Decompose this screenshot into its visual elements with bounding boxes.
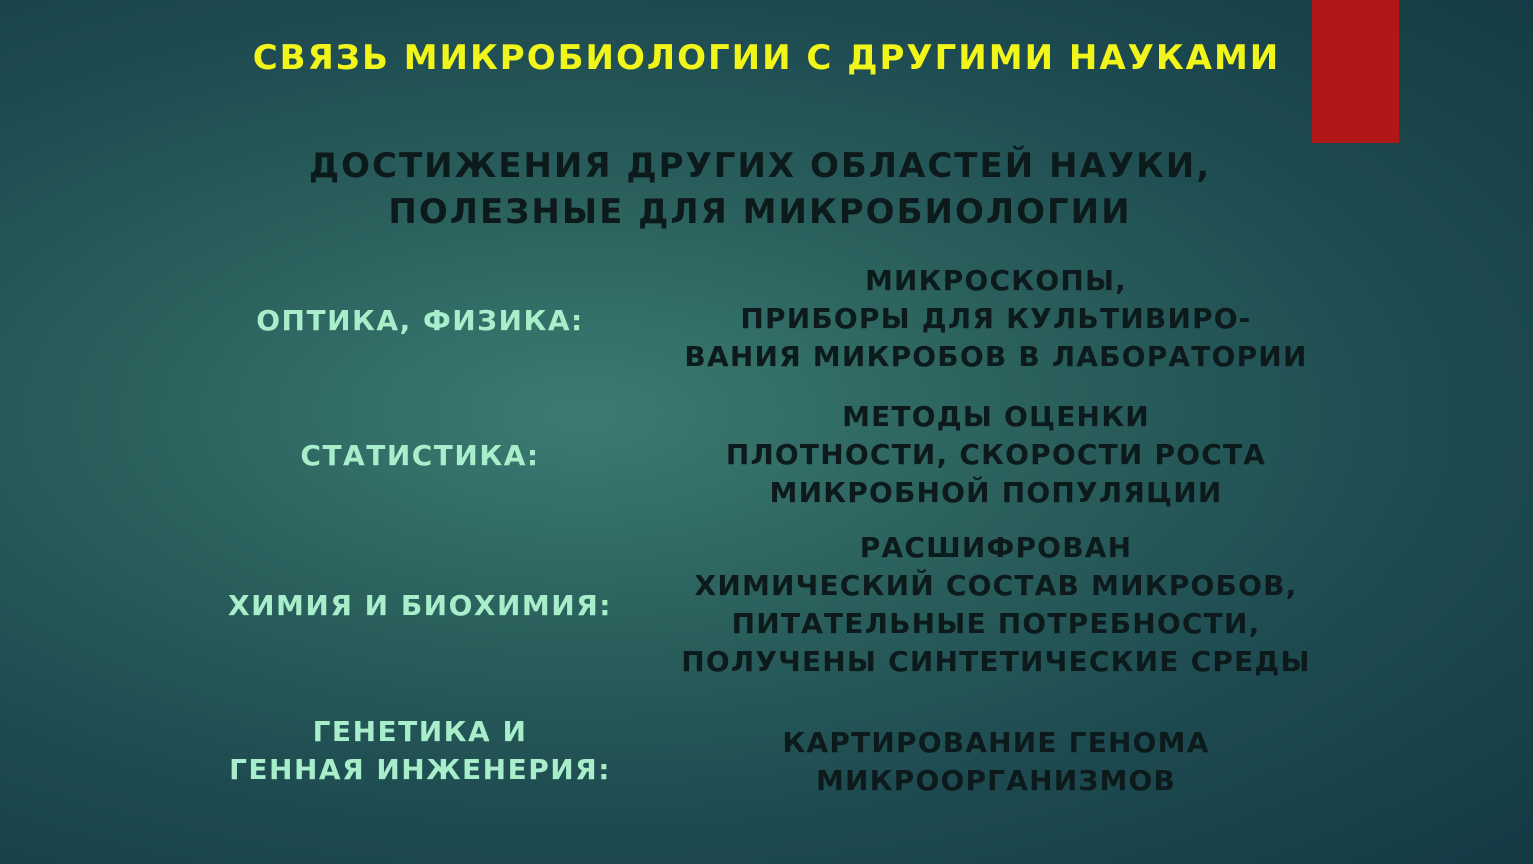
achievement-line: ХИМИЧЕСКИЙ СОСТАВ МИКРОБОВ,	[694, 569, 1298, 602]
achievement-line: МИКРОСКОПЫ,	[864, 264, 1128, 297]
achievement-line: ПОЛУЧЕНЫ СИНТЕТИЧЕСКИЕ СРЕДЫ	[681, 645, 1311, 678]
slide-title: СВЯЗЬ МИКРОБИОЛОГИИ С ДРУГИМИ НАУКАМИ	[252, 38, 1281, 78]
science-label-genetics	[170, 713, 670, 789]
science-label-chemistry	[170, 587, 670, 625]
science-label-line: ГЕННАЯ ИНЖЕНЕРИЯ:	[229, 753, 611, 786]
achievement-line: МИКРООРГАНИЗМОВ	[815, 764, 1177, 797]
science-label-line: ХИМИЯ И БИОХИМИЯ:	[228, 589, 612, 622]
science-label-line: СТАТИСТИКА:	[300, 439, 540, 472]
achievement-statistics	[640, 398, 1352, 512]
science-label-line: ОПТИКА, ФИЗИКА:	[256, 304, 584, 337]
achievement-line: КАРТИРОВАНИЕ ГЕНОМА	[782, 726, 1210, 759]
science-label-line: ГЕНЕТИКА И	[312, 715, 528, 748]
achievement-genetics	[640, 724, 1352, 800]
achievement-chemistry	[640, 529, 1352, 681]
achievement-line: ПЛОТНОСТИ, СКОРОСТИ РОСТА	[725, 438, 1267, 471]
achievement-line: ПРИБОРЫ ДЛЯ КУЛЬТИВИРО-	[740, 302, 1252, 335]
achievement-line: ПИТАТЕЛЬНЫЕ ПОТРЕБНОСТИ,	[731, 607, 1261, 640]
achievement-line: МЕТОДЫ ОЦЕНКИ	[842, 400, 1150, 433]
science-label-statistics	[170, 437, 670, 475]
achievement-line: ВАНИЯ МИКРОБОВ В ЛАБОРАТОРИИ	[684, 340, 1308, 373]
slide-subtitle	[200, 143, 1320, 235]
achievement-line: РАСШИФРОВАН	[859, 531, 1133, 564]
subtitle-line: ПОЛЕЗНЫЕ ДЛЯ МИКРОБИОЛОГИИ	[388, 192, 1132, 232]
achievement-line: МИКРОБНОЙ ПОПУЛЯЦИИ	[769, 476, 1223, 509]
achievement-optics	[640, 262, 1352, 376]
subtitle-line: ДОСТИЖЕНИЯ ДРУГИХ ОБЛАСТЕЙ НАУКИ,	[308, 146, 1212, 186]
science-label-optics	[170, 302, 670, 340]
